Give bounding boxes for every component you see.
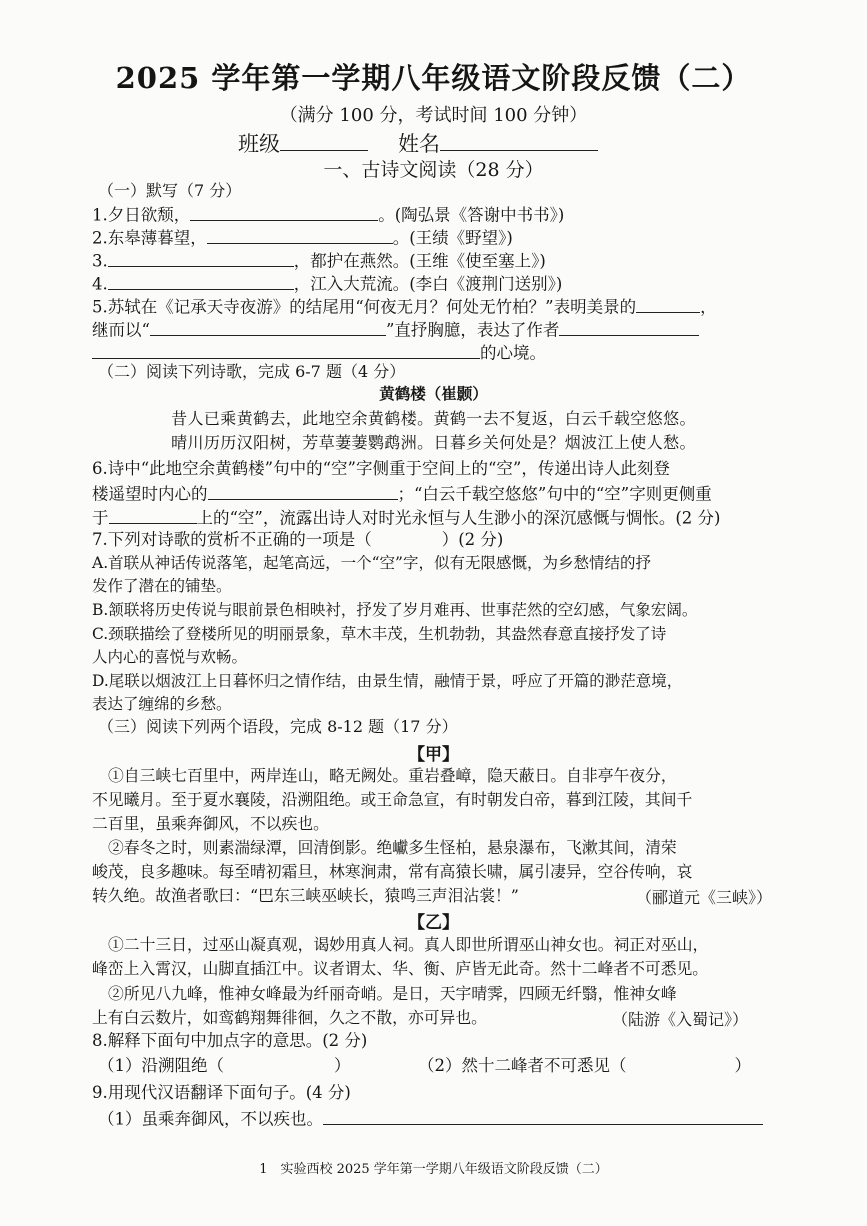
question-1: [92, 203, 564, 227]
q7-option-d-line1: D.尾联以烟波江上日暮怀归之情作结，由景生情，融情于景，呼应了开篇的渺茫意境，: [92, 672, 683, 690]
q5-text: 5.苏轼在《记承天寺夜游》的结尾用“何夜无月？何处无竹柏？”表明美景的: [92, 297, 637, 317]
question-6-line3: [92, 506, 721, 530]
q6-text-3b: 上的“空”，流露出诗人对时光永恒与人生渺小的深沉感慨与惆怅。(2 分): [196, 508, 721, 528]
name-blank[interactable]: [440, 129, 598, 151]
part1-header: （一）默写（7 分）: [98, 181, 242, 200]
passage-jia-label: 【甲】: [408, 745, 459, 765]
q6-text-3a: 于: [92, 508, 109, 528]
q7-option-b: B.颔联将历史传说与眼前景色相映衬，抒发了岁月难再、世事茫然的空幻感，气象宏阔。: [92, 601, 698, 619]
q8-item-1: [98, 1055, 351, 1077]
jia-p1-line3: 二百里，虽乘奔御风，不以疾也。: [92, 814, 329, 833]
question-5-line1: [92, 295, 717, 319]
section-title: 一、古诗文阅读（28 分）: [323, 159, 544, 181]
q8-item1-text: （1）沿溯阻绝（: [98, 1056, 224, 1075]
q5-text-2a: 继而以“: [92, 320, 150, 340]
q2-suffix: 。(王绩《野望》): [392, 228, 513, 248]
student-info-row: [238, 128, 598, 158]
q3-answer-blank[interactable]: [108, 249, 294, 267]
q3-prefix: 3.: [92, 251, 108, 271]
question-5-line2: [92, 318, 699, 342]
q9-item1-answer-line[interactable]: [323, 1107, 763, 1125]
q2-prefix: 2.东皋薄暮望，: [92, 228, 207, 248]
q6-blank-1[interactable]: [208, 482, 398, 500]
exam-meta: （满分 100 分，考试时间 100 分钟）: [279, 105, 588, 126]
q7-option-c-line1: C.颈联描绘了登楼所见的明丽景象，草木丰茂，生机勃勃，其盎然春意直接抒发了诗: [92, 625, 667, 643]
q8-item2-text: （2）然十二峰者不可悉见（: [418, 1056, 627, 1075]
q7-stem-a: 7.下列对诗歌的赏析不正确的一项是（: [92, 530, 372, 549]
class-blank[interactable]: [280, 129, 368, 151]
q6-blank-2[interactable]: [109, 506, 197, 524]
yi-p2-line2: 上有白云数片，如鸾鹤翔舞徘徊，久之不散，亦可异也。: [92, 1008, 487, 1027]
yi-p1-line2: 峰峦上入霄汉，山脚直插江中。议者谓太、华、衡、庐皆无此奇。然十二峰者不可悉见。: [92, 959, 709, 978]
q4-answer-blank[interactable]: [108, 272, 294, 290]
q7-option-d-line2: 表达了缠绵的乡愁。: [92, 695, 232, 713]
q4-suffix: ，江入大荒流。(李白《渡荆门送别》): [293, 274, 563, 294]
jia-p2-line3: 转久绝。故渔者歌曰：“巴东三峡巫峡长，猿鸣三声泪沾裳！”: [92, 886, 519, 905]
jia-p2-line2: 峻茂，良多趣味。每至晴初霜旦，林寒涧肃，常有高猿长啸，属引凄异，空谷传响，哀: [92, 862, 693, 881]
name-label: 姓名: [398, 132, 440, 156]
q5-blank-3[interactable]: [559, 318, 699, 336]
passage-yi-label: 【乙】: [408, 913, 459, 933]
exam-title: 2025 学年第一学期八年级语文阶段反馈（二）: [115, 61, 752, 95]
q9-item-1: [98, 1107, 763, 1131]
q5-text-end: ，: [700, 297, 717, 317]
question-3: [92, 249, 546, 273]
jia-p2-line1: ②春冬之时，则素湍绿潭，回清倒影。绝巘多生怪柏，悬泉瀑布，飞漱其间，清荣: [108, 838, 677, 857]
q6-text-2a: 楼遥望时内心的: [92, 484, 208, 504]
q8-item2-close: ）: [734, 1056, 751, 1075]
question-4: [92, 272, 562, 296]
yi-p2-line1: ②所见八九峰，惟神女峰最为纤丽奇峭。是日，天宇晴霁，四顾无纤翳，惟神女峰: [108, 984, 677, 1003]
question-9-stem: 9.用现代汉语翻译下面句子。(4 分): [92, 1083, 351, 1102]
jia-source: （郦道元《三峡》）: [636, 888, 773, 907]
q9-item1-text: （1）虽乘奔御风，不以疾也。: [98, 1109, 323, 1129]
jia-p1-line1: ①自三峡七百里中，两岸连山，略无阙处。重岩叠嶂，隐天蔽日。自非亭午夜分，: [108, 766, 677, 785]
q5-blank-4[interactable]: [92, 341, 480, 359]
q3-suffix: ，都护在燕然。(王维《使至塞上》): [293, 251, 546, 271]
question-6-line2: [92, 482, 712, 506]
q5-blank-2[interactable]: [150, 318, 386, 336]
q1-prefix: 1.夕日欲颓，: [92, 205, 191, 225]
question-8-stem: 8.解释下面句中加点字的意思。(2 分): [92, 1031, 368, 1050]
class-label: 班级: [238, 132, 280, 156]
part3-header: （三）阅读下列两个语段，完成 8-12 题（17 分）: [98, 717, 458, 736]
poem-line-2: 晴川历历汉阳树，芳草萋萋鹦鹉洲。日暮乡关何处是？烟波江上使人愁。: [171, 433, 696, 452]
q2-answer-blank[interactable]: [207, 226, 393, 244]
q8-item-2: [418, 1055, 751, 1077]
q1-suffix: 。(陶弘景《答谢中书书》): [378, 205, 565, 225]
q7-stem-b: ）(2 分): [441, 530, 504, 549]
q8-item1-close: ）: [334, 1056, 351, 1075]
poem-title: 黄鹤楼（崔颢）: [379, 384, 488, 403]
jia-p1-line2: 不见曦月。至于夏水襄陵，沿溯阻绝。或王命急宣，有时朝发白帝，暮到江陵，其间千: [92, 790, 693, 809]
q7-option-a-line2: 发作了潜在的铺垫。: [92, 577, 232, 595]
part2-header: （二）阅读下列诗歌，完成 6-7 题（4 分）: [98, 362, 406, 381]
question-2: [92, 226, 513, 250]
question-6-line1: 6.诗中“此地空余黄鹤楼”句中的“空”字侧重于空间上的“空”，传递出诗人此刻登: [92, 459, 670, 478]
q5-text-2b: ”直抒胸臆，表达了作者: [385, 320, 560, 340]
yi-source: （陆游《入蜀记》）: [612, 1010, 749, 1029]
page-footer: 1 实验西校 2025 学年第一学期八年级语文阶段反馈（二）: [259, 1162, 608, 1177]
question-7-stem: [92, 529, 503, 551]
q5-text-3: 的心境。: [480, 343, 546, 363]
q1-answer-blank[interactable]: [190, 203, 378, 221]
q7-option-a-line1: A.首联从神话传说落笔，起笔高远，一个“空”字，似有无限感慨，为乡愁情结的抒: [92, 554, 651, 572]
poem-line-1: 昔人已乘黄鹤去，此地空余黄鹤楼。黄鹤一去不复返，白云千载空悠悠。: [171, 409, 696, 428]
q6-text-2b: ；“白云千载空悠悠”句中的“空”字则更侧重: [397, 484, 712, 504]
q4-prefix: 4.: [92, 274, 108, 294]
q7-option-c-line2: 人内心的喜悦与欢畅。: [92, 648, 248, 666]
q5-blank-1[interactable]: [636, 295, 700, 313]
yi-p1-line1: ①二十三日，过巫山凝真观，谒妙用真人祠。真人即世所谓巫山神女也。祠正对巫山，: [108, 935, 709, 954]
